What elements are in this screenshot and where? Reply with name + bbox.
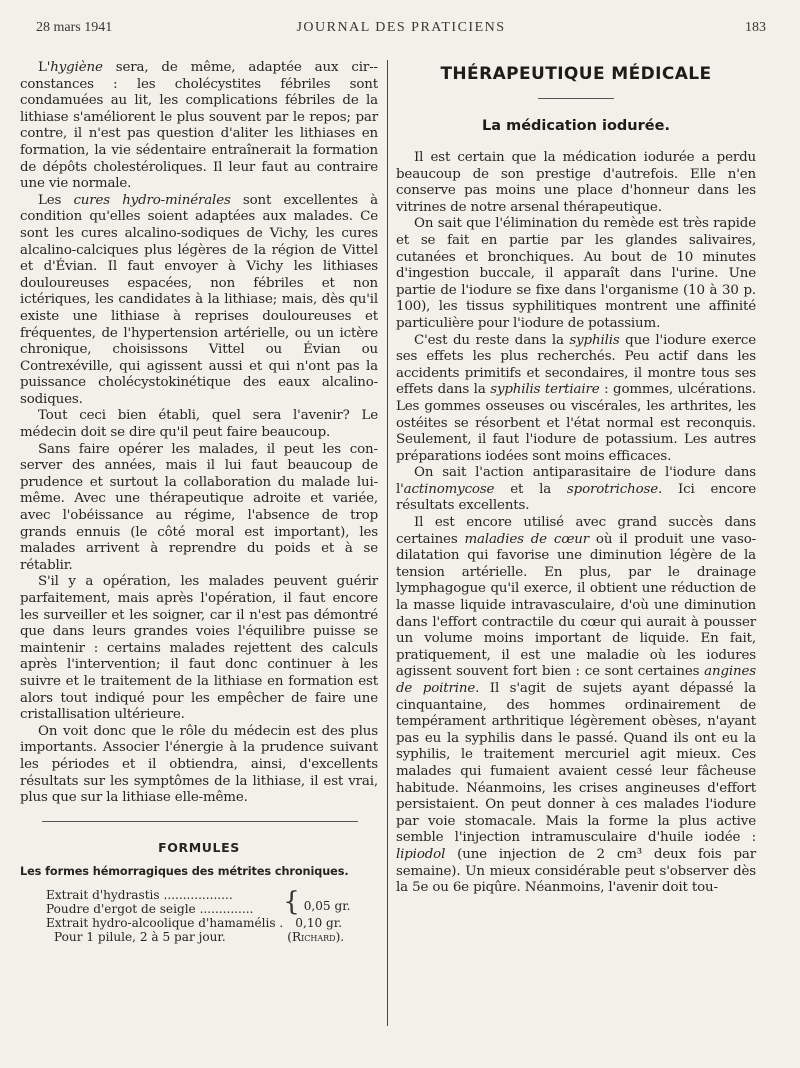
left-column <box>20 60 378 944</box>
section-rule <box>42 821 358 822</box>
section-title: THÉRAPEUTIQUE MÉDICALE <box>440 64 712 84</box>
formules-title: FORMULES <box>158 839 240 855</box>
column-divider <box>387 60 388 1026</box>
paragraph-elimination: On sait que l'élimination du remède est très rapide et se fait en partie par les glandes salivaires, cutanées et bronchiques. Au bout de 10 minutes d'ingestion buccale, il apparaît dans l'urine. Une partie de l'iodure se fixe dans l'organisme (10 à 30 p. 100), les tissus syphilitiques montrent une affinité particulière pour l'iodure de potassium. <box>396 216 756 331</box>
brace-group <box>283 888 350 916</box>
formules-subtitle: Les formes hémorragiques des métrites chroniques. <box>20 864 349 878</box>
prescription-row: Extrait d'hydrastis .................. { 0,05 gr. <box>46 886 351 917</box>
paragraph-antiparasitaire: On sait l'action antiparasitaire de l'iodure dans l'actinomycose et la sporotrichose. Ici encore résultats excellents. <box>396 465 757 514</box>
journal-title: JOURNAL DES PRATICIENS <box>296 20 506 35</box>
running-header <box>36 20 766 40</box>
right-column <box>396 60 756 897</box>
page-number: 183 <box>745 20 766 35</box>
prescription-row: Extrait hydro-alcoolique d'hamamélis . 0,10 gr. <box>46 915 343 930</box>
paragraph-hygiene: L'hygiène sera, de même, adaptée aux cir-constances : les cholécystites fébriles sont condamuées au lit, les complications fébriles de la lithiase s'améliorent le plus souvent par le repos; par contre, il n'est pas question d'aliter les lithiases en formation, la vie sédentaire entraînerait la formation de dépôts cholestéroliques. Il leur faut au contraire une vie normale. <box>20 60 378 192</box>
paragraph-intro: Il est certain que la médication iodurée a perdu beaucoup de son prestige d'autrefois. Elle n'en conserve pas moins une place d'honneur dans les vitrines de notre arsenal thérapeutique. <box>396 150 756 215</box>
article-title: La médication iodurée. <box>482 118 670 134</box>
paragraph-sans-operer: Sans faire opérer les malades, il peut les conserver des années, mais il lui faut beaucoup de prudence et surtout la collaboration du malade lui-même. Avec une thérapeutique adroite et variée, avec l'obéissance au régime, l'absence de trop grands ennuis (le côté moral est important), les malades arrivent à reprendre du poids et à se rétablir. <box>20 441 378 573</box>
prescription-table <box>46 888 351 944</box>
issue-date: 28 mars 1941 <box>36 20 113 35</box>
prescription-row: Pour 1 pilule, 2 à 5 par jour. (Richard). <box>54 929 345 944</box>
paragraph-avenir: Tout ceci bien établi, quel sera l'avenir? Le médecin doit se dire qu'il peut faire beaucoup. <box>20 408 378 441</box>
prescription-row: Poudre d'ergot de seigle .............. <box>46 901 254 916</box>
paragraph-cures: Les cures hydro-minérales sont excellentes à condition qu'elles soient adaptées aux malades. Ce sont les cures alcalino-sodiques de Vichy, les cures alcalino-calciques plus légères de la région de Vittel et d'Évian. Il faut envoyer à Vichy les lithiases douloureuses espacées, non fébriles et non ictériques, les candidates à la lithiase; mais, dès qu'il existe une lithiase à reprises douloureuses et fréquentes, de l'hypertension artérielle, ou un ictère chronique, choisissons Vittel ou Évian ou Contrexéville, qui agissent aussi et qui n'ont pas la puissance cholécystokinétique des eaux alcalino-sodiques. <box>20 192 378 407</box>
paragraph-syphilis: C'est du reste dans la syphilis que l'iodure exerce ses effets les plus recherchés. Peu actif dans les accidents primitifs et secondaires, il montre tous ses effets dans la syphilis tertiaire : gommes, ulcérations. Les gommes osseuses ou viscérales, les arthrites, les ostéites se résorbent et l'état normal est reconquis. Seulement, il faut l'iodure de potassium. Les autres préparations iodées sont moins efficaces. <box>396 332 757 464</box>
paragraph-role-medecin: On voit donc que le rôle du médecin est des plus importants. Associer l'énergie à la prudence suivant les périodes et il obtiendra, ainsi, d'excellents résultats sur les symptômes de la lithiase, il est vrai, plus que sur la lithiase elle-même. <box>20 723 378 806</box>
paragraph-coeur: Il est encore utilisé avec grand succès dans certaines maladies de cœur où il produit une vaso-dilatation qui favorise une diminution légère de la tension artérielle. En plus, par le drainage lymphagogue qu'il exerce, il obtient une réduction de la masse liquide intravasculaire, d'où une diminution dans l'effort contractile du cœur qui aurait à pousser un volume moins important de liquide. En fait, pratiquement, il est une maladie où les iodures agissent souvent fort bien : ce sont certaines angines de poitrine. Il s'agit de sujets ayant dépassé la cinquantaine, des hommes ordinairement de tempérament arthritique légèrement obèses, n'ayant pas eu la syphilis dans le passé. Quand ils ont eu la syphilis, le traitement mercuriel agit mieux. Ces malades qui fumaient avaient cessé leur fâcheuse habitude. Néanmoins, les crises angineuses d'effort persistaient. On peut donner à ces malades l'iodure par voie stomacale. Mais la forme la plus active semble l'injection intramusculaire d'huile iodée : lipiodol (une injection de 2 cm³ deux fois par semaine). Un mieux considérable peut s'observer dès la 5e ou 6e piqûre. Néanmoins, l'avenir doit tou- <box>396 515 756 896</box>
paragraph-operation: S'il y a opération, les malades peuvent guérir parfaitement, mais après l'opération, il faut encore les surveiller et les soigner, car il n'est pas démontré que dans leurs grandes voies l'équilibre puisse se maintenir : certains malades rejettent des calculs après l'intervention; il faut donc continuer à les suivre et le traitement de la lithiase en formation est alors tout indiqué pour les empêcher de faire une cristallisation ultérieure. <box>20 574 378 723</box>
brace-glyph: { <box>283 886 300 917</box>
prescription-signature: (Richard). <box>287 929 345 944</box>
title-rule <box>538 98 614 99</box>
brace-dose: 0,05 gr. <box>303 898 351 913</box>
